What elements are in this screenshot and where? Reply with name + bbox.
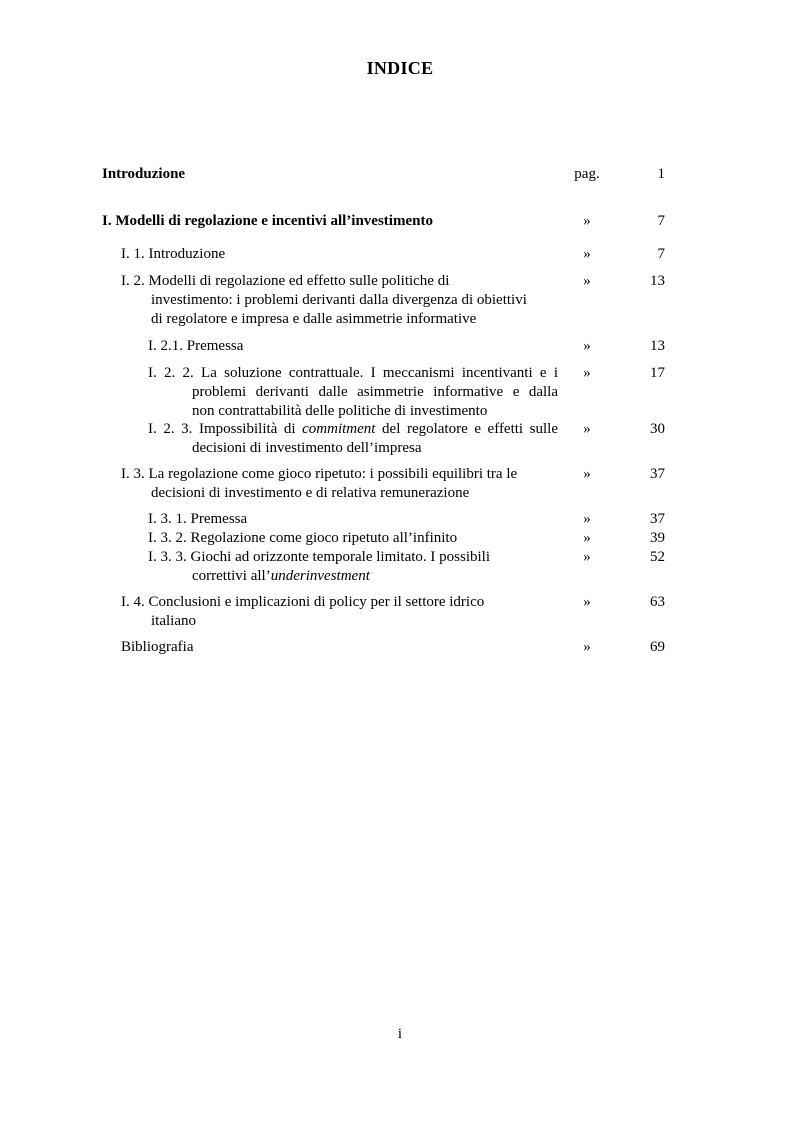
toc-entry-title: I. 2. Modelli di regolazione ed effetto sulle politiche di investimento: i problemi derivanti dalla divergenza di obiettivi di regolatore e impresa e dalle asimmetrie informative <box>121 273 527 327</box>
toc-entry-title: Introduzione <box>102 166 186 182</box>
toc-entry-title: I. 3. 3. Giochi ad orizzonte temporale limitato. I possibili correttivi all’underinvestment <box>148 549 491 584</box>
toc-page-marker: » <box>583 639 591 655</box>
toc-page-marker: » <box>583 511 591 527</box>
toc-page-number: 52 <box>650 549 665 565</box>
toc-page-marker: » <box>583 213 591 229</box>
toc-page-number: 37 <box>650 466 665 482</box>
toc-entry-title: I. 4. Conclusioni e implicazioni di policy per il settore idrico italiano <box>121 594 485 629</box>
toc-entry-title: I. 3. 1. Premessa <box>148 511 248 527</box>
toc-entry-title: I. 1. Introduzione <box>121 246 226 262</box>
toc-page-number: 63 <box>650 594 665 610</box>
toc-page-marker: » <box>583 466 591 482</box>
toc-entry-title: Bibliografia <box>121 639 194 655</box>
toc-entry-title: I. 2. 3. Impossibilità di commitment del regolatore e effetti sulle decisioni di investimento dell’impresa <box>148 421 559 456</box>
toc-page-number: 17 <box>650 365 665 381</box>
toc-page-marker: pag. <box>574 166 600 182</box>
toc-entry-title: I. 2.1. Premessa <box>148 338 244 354</box>
toc-page-number: 30 <box>650 421 665 437</box>
toc-page-marker: » <box>583 594 591 610</box>
toc-page-number: 7 <box>657 213 665 229</box>
toc-entry-title: I. 3. La regolazione come gioco ripetuto: i possibili equilibri tra le decisioni di investimento e di relativa remunerazione <box>121 466 518 501</box>
toc-page-marker: » <box>583 273 591 289</box>
toc-page-number: 13 <box>650 338 665 354</box>
toc-page-marker: » <box>583 365 591 381</box>
toc-page-marker: » <box>583 246 591 262</box>
toc-page-number: 13 <box>650 273 665 289</box>
toc-entry-title: I. 3. 2. Regolazione come gioco ripetuto all’infinito <box>148 530 458 546</box>
toc-entry-title: I. 2. 2. La soluzione contrattuale. I meccanismi incentivanti e i problemi derivanti dalle asimmetrie informative e dalla non contrattabilità delle politiche di investimento <box>148 365 558 419</box>
toc-page-marker: » <box>583 530 591 546</box>
page-title: INDICE <box>366 58 434 78</box>
toc-page-number: 69 <box>650 639 665 655</box>
toc-entry-title: I. Modelli di regolazione e incentivi all’investimento <box>102 213 433 229</box>
toc-page-number: 37 <box>650 511 665 527</box>
toc-page-number: 39 <box>650 530 665 546</box>
toc-page-number: 7 <box>657 246 665 262</box>
page-footer-number: i <box>397 1026 403 1042</box>
toc-page-marker: » <box>583 549 591 565</box>
toc-page-marker: » <box>583 421 591 437</box>
toc-page-number: 1 <box>657 166 665 182</box>
toc-page-marker: » <box>583 338 591 354</box>
